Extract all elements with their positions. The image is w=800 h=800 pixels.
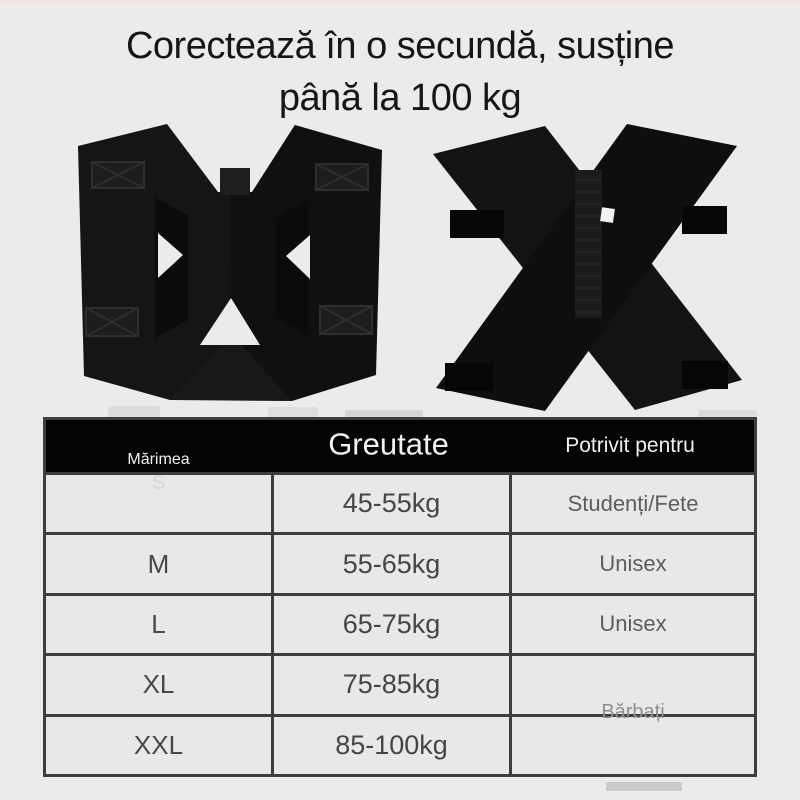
- cell-size-l: L: [46, 596, 271, 653]
- cell-fit-xl: [512, 656, 754, 713]
- cell-size-xl: XL: [46, 656, 271, 713]
- shadow-artifact: [108, 406, 160, 417]
- ghost-size-s: S: [151, 472, 166, 494]
- shadow-artifact: [698, 410, 757, 417]
- cell-size-m: M: [46, 535, 271, 592]
- header-weight: Greutate: [328, 426, 449, 462]
- merged-fit-label: Bărbați: [601, 701, 665, 723]
- title-line-1: Corectează în o secundă, susține: [125, 25, 674, 67]
- page-title: [0, 20, 800, 125]
- cell-size-xxl: XXL: [46, 717, 271, 774]
- title-line-2: până la 100 kg: [278, 77, 522, 120]
- cell-weight-m: 55-65kg: [274, 535, 509, 592]
- top-pink-strip: [0, 0, 800, 4]
- right-notch: [716, 238, 750, 314]
- cell-weight-xl: 75-85kg: [274, 656, 509, 713]
- table-header-row: [46, 420, 754, 472]
- cell-weight-l: 65-75kg: [274, 596, 509, 653]
- cell-fit-l: Unisex: [512, 596, 754, 653]
- shadow-artifact: [268, 407, 318, 417]
- shadow-artifact: [345, 410, 423, 417]
- product-image-front: [60, 120, 400, 410]
- size-table: [43, 417, 757, 777]
- shadow-artifact: [606, 782, 682, 791]
- cell-size-s: [46, 475, 271, 532]
- header-size: Mărimea: [127, 451, 190, 468]
- cell-fit-xxl: [512, 717, 754, 774]
- cell-weight-xxl: 85-100kg: [274, 717, 509, 774]
- header-fit: Potrivit pentru: [565, 434, 695, 457]
- cell-weight-s: 45-55kg: [274, 475, 509, 532]
- hanger-tab: [220, 168, 250, 195]
- left-notch: [425, 245, 458, 309]
- cell-fit-m: Unisex: [512, 535, 754, 592]
- label-tag: [600, 207, 615, 223]
- cell-fit-s: Studenți/Fete: [512, 475, 754, 532]
- product-image-back: [420, 118, 755, 413]
